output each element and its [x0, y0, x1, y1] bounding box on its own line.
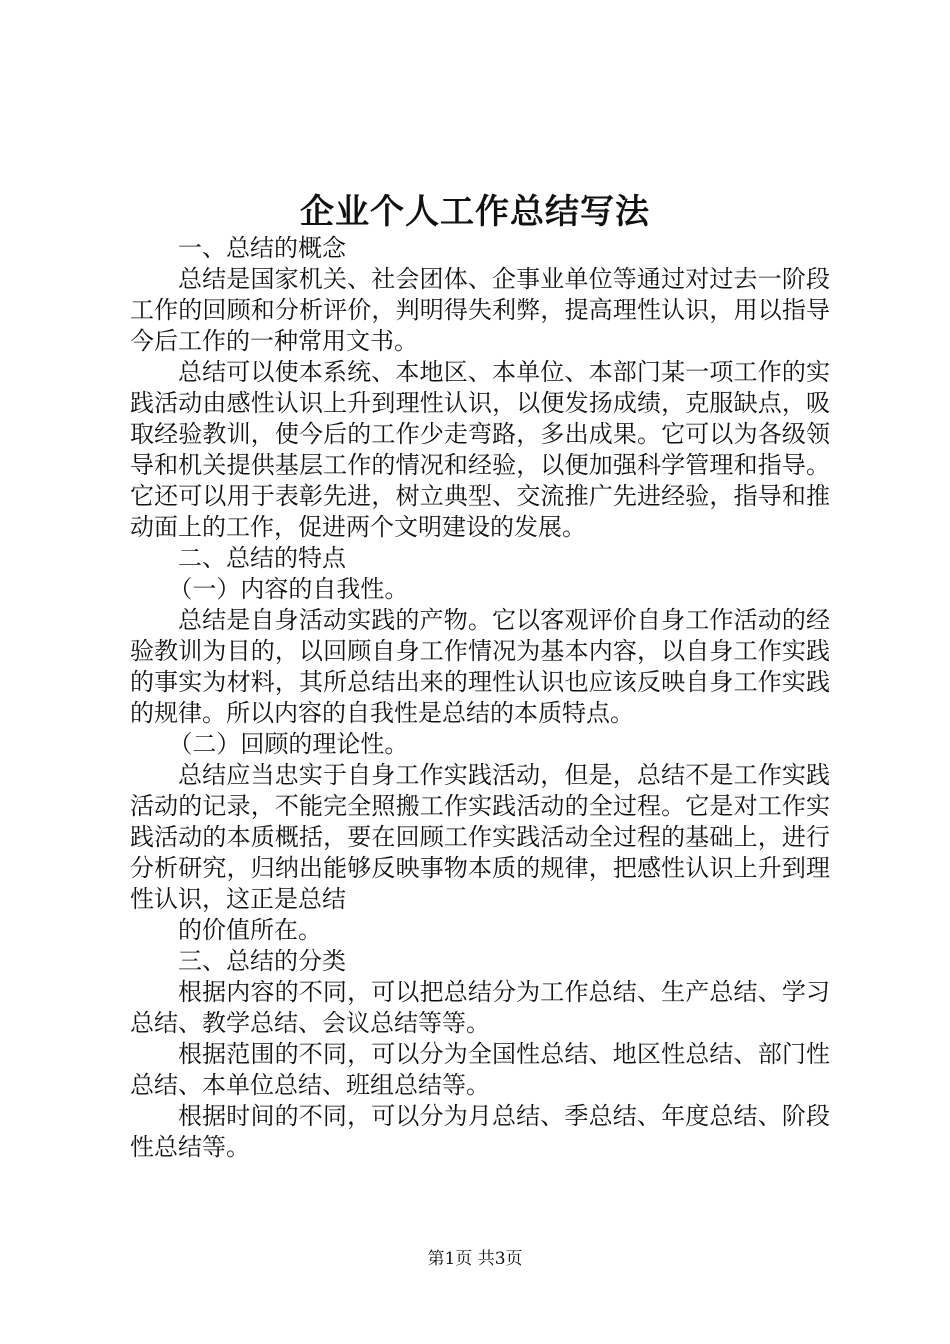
paragraph: 总结是国家机关、社会团体、企事业单位等通过对过去一阶段工作的回顾和分析评价，判明得失利弊，提高理性认识，用以指导今后工作的一种常用文书。 [130, 265, 830, 355]
paragraph: 总结可以使本系统、本地区、本单位、本部门某一项工作的实践活动由感性认识上升到理性认识，以便发扬成绩，克服缺点，吸取经验教训，使今后的工作少走弯路，多出成果。它可以为各级领导和机关提供基层工作的情况和经验，以便加强科学管理和指导。它还可以用于表彰先进，树立典型、交流推广先进经验，指导和推动面上的工作，促进两个文明建设的发展。 [130, 358, 830, 541]
document-body [130, 233, 830, 1163]
paragraph: 根据内容的不同，可以把总结分为工作总结、生产总结、学习总结、教学总结、会议总结等等。 [130, 978, 830, 1037]
paragraph-continuation: 的价值所在。 [178, 916, 322, 944]
page-number: 第1页 共3页 [427, 1249, 523, 1269]
paragraph: 根据时间的不同，可以分为月总结、季总结、年度总结、阶段性总结等。 [130, 1102, 830, 1161]
section-heading: 二、总结的特点 [178, 544, 346, 572]
section-heading: 三、总结的分类 [178, 947, 346, 975]
document-title: 企业个人工作总结写法 [300, 192, 650, 232]
paragraph: 总结应当忠实于自身工作实践活动，但是，总结不是工作实践活动的记录，不能完全照搬工作实践活动的全过程。它是对工作实践活动的本质概括，要在回顾工作实践活动全过程的基础上，进行分析研究，归纳出能够反映事物本质的规律，把感性认识上升到理性认识，这正是总结 [130, 761, 830, 913]
section-heading: 一、总结的概念 [178, 234, 346, 262]
subsection-heading: （一）内容的自我性。 [168, 575, 409, 603]
subsection-heading: （二）回顾的理论性。 [168, 730, 409, 758]
paragraph: 根据范围的不同，可以分为全国性总结、地区性总结、部门性总结、本单位总结、班组总结等。 [130, 1040, 830, 1099]
paragraph: 总结是自身活动实践的产物。它以客观评价自身工作活动的经验教训为目的，以回顾自身工作情况为基本内容，以自身工作实践的事实为材料，其所总结出来的理性认识也应该反映自身工作实践的规律。所以内容的自我性是总结的本质特点。 [130, 606, 830, 727]
